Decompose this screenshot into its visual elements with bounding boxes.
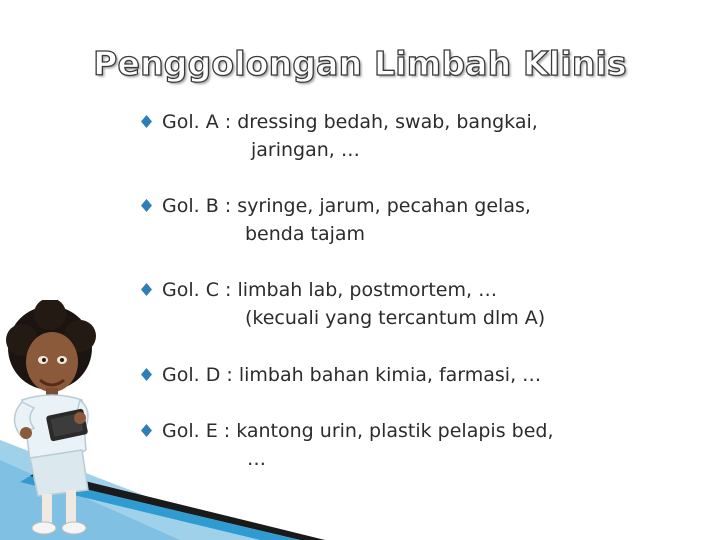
- bullet-text: syringe, jarum, pecahan gelas,: [237, 195, 531, 217]
- diamond-bullet-icon: [141, 115, 152, 128]
- bullet-text: kantong urin, plastik pelapis bed,: [236, 420, 554, 442]
- bullet-label: Gol. A :: [162, 111, 232, 133]
- bullet-label: Gol. D :: [162, 364, 233, 386]
- bullet-label: Gol. B :: [162, 195, 232, 217]
- bullet-label: Gol. E :: [162, 420, 231, 442]
- bullet-label: Gol. C :: [162, 279, 232, 301]
- bullet-item-gol-b: [145, 192, 705, 248]
- nurse-illustration: [0, 300, 230, 540]
- bullet-item-gol-a: [145, 108, 705, 164]
- bullet-text: dressing bedah, swab, bangkai,: [237, 111, 538, 133]
- bullet-continuation: benda tajam: [245, 223, 366, 245]
- bullet-text: limbah lab, postmortem, …: [237, 279, 498, 301]
- diamond-bullet-icon: [141, 199, 152, 212]
- bullet-text: limbah bahan kimia, farmasi, …: [238, 364, 542, 386]
- bullet-continuation: (kecuali yang tercantum dlm A): [245, 307, 546, 329]
- bullet-continuation: …: [247, 448, 266, 470]
- diamond-bullet-icon: [141, 283, 152, 296]
- slide-title: Penggolongan Limbah Klinis: [93, 44, 627, 84]
- bullet-continuation: jaringan, …: [251, 139, 360, 161]
